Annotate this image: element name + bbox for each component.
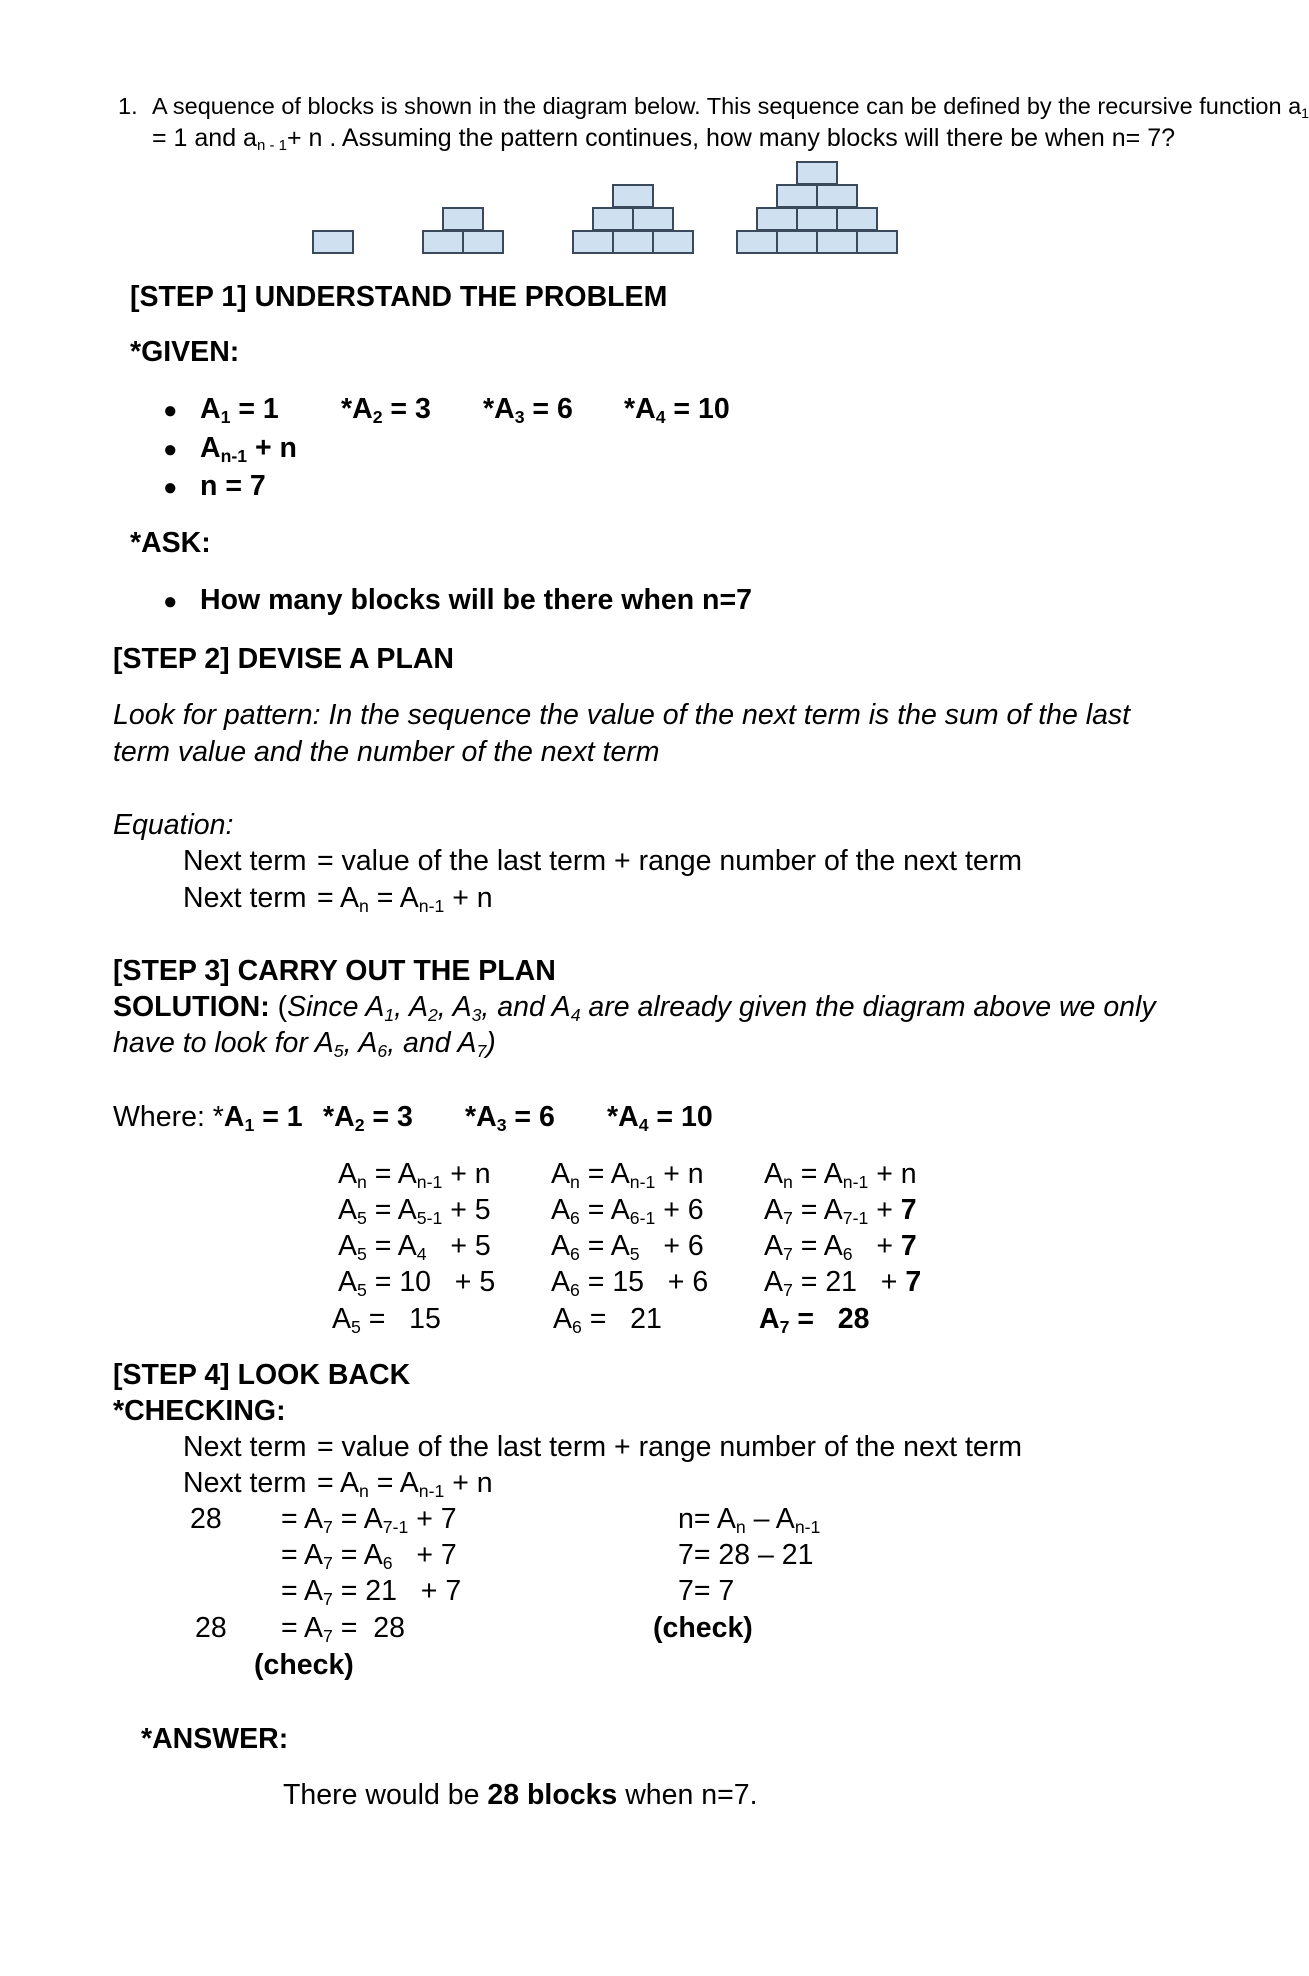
step3-heading: [STEP 3] CARRY OUT THE PLAN (113, 955, 556, 987)
step2-heading: [STEP 2] DEVISE A PLAN (113, 643, 455, 675)
bullet-icon: ● (163, 397, 178, 424)
block (817, 185, 857, 207)
block-diagram (300, 155, 910, 260)
block-figure-1 (313, 231, 353, 253)
block-figure-4 (737, 162, 897, 253)
block (463, 231, 503, 253)
block (613, 185, 653, 207)
where-a3: $*A_3 = 6$ (465, 1101, 555, 1135)
step4-heading: [STEP 4] LOOK BACK (113, 1359, 411, 1391)
bullet-icon: ● (163, 474, 178, 501)
given-n: n = 7 (200, 470, 266, 502)
a5-row-2: $A_5 = A_{5-1} + 5$ (338, 1194, 491, 1228)
next-term-label: Next term (183, 1467, 307, 1499)
block (797, 208, 837, 230)
block (777, 231, 817, 253)
check-line-1: = $A_7 = A_{7-1} + 7$ (281, 1503, 457, 1537)
a7-row-4: $A_7 = 21 + 7$ (764, 1266, 922, 1300)
a7-result: $A_7 = 28$ (759, 1303, 870, 1337)
given-label: *GIVEN: (130, 336, 240, 368)
solution-line-2: have to look for $A_5$, $A_6$, and $A_7$) (113, 1027, 496, 1061)
next-term-label: Next term (183, 845, 307, 877)
a6-row-1: $A_n = A_{n-1} + n$ (551, 1158, 704, 1192)
block (797, 162, 837, 184)
check-right-3: 7= 7 (678, 1575, 735, 1607)
ask-label: *ASK: (130, 527, 211, 559)
question-number: 1. (118, 93, 138, 119)
a5-row-1: $A_n = A_{n-1} + n$ (338, 1158, 491, 1192)
block (423, 231, 463, 253)
bullet-icon: ● (163, 436, 178, 463)
block (633, 208, 673, 230)
given-a3: $*A_3 = 6$ (483, 393, 573, 427)
given-a1: $A_1 = 1$ (200, 393, 279, 427)
question-line-1: A sequence of blocks is shown in the diagram below. This sequence can be defined by the recursive function $a_1$ (152, 93, 1309, 121)
block (857, 231, 897, 253)
ask-item: How many blocks will be there when n=7 (200, 584, 752, 616)
a5-row-3: $A_5 = A_4 + 5$ (338, 1230, 491, 1264)
a5-row-4: $A_5 = 10 + 5$ (338, 1266, 496, 1300)
check-mark-right: (check) (653, 1612, 753, 1644)
where-line: Where: $*A_1 = 1$ (113, 1101, 303, 1135)
block (573, 231, 613, 253)
question-line-2: = 1 and $a_{n - 1}+ n$ . Assuming the pattern continues, how many blocks will there be when n= 7? (152, 124, 1175, 155)
given-a2: $*A_2 = 3$ (341, 393, 431, 427)
block (653, 231, 693, 253)
where-a4: $*A_4 = 10$ (607, 1101, 713, 1135)
equation-line-1: = value of the last term + range number of the next term (317, 845, 1022, 877)
step1-heading: [STEP 1] UNDERSTAND THE PROBLEM (130, 281, 668, 313)
a6-row-2: $A_6 = A_{6-1} + 6$ (551, 1194, 704, 1228)
block (737, 231, 777, 253)
check-right-2: 7= 28 – 21 (678, 1539, 814, 1571)
block (613, 231, 653, 253)
block (777, 185, 817, 207)
block-figure-3 (573, 185, 693, 253)
block (443, 208, 483, 230)
next-term-label: Next term (183, 1431, 307, 1463)
check-right-1: $n= A_n - A_{n-1}$ (678, 1503, 821, 1537)
solution-line-1: SOLUTION: (Since $A_1$, $A_2$, $A_3$, and $A_4$ are already given the diagram above we only (113, 991, 1156, 1025)
check-line-2: = $A_7 = A_6 + 7$ (281, 1539, 457, 1573)
where-a2: $*A_2 = 3$ (323, 1101, 413, 1135)
block (313, 231, 353, 253)
given-a4: $*A_4 = 10$ (624, 393, 730, 427)
pattern-line-1: Look for pattern: In the sequence the value of the next term is the sum of the last (113, 699, 1131, 731)
check-value-28: 28 (195, 1612, 227, 1644)
a6-result: $A_6 = 21$ (553, 1303, 662, 1337)
bullet-icon: ● (163, 588, 178, 615)
check-equation-2: = $A_n = A_{n-1} + n$ (317, 1467, 493, 1501)
pattern-line-2: term value and the number of the next term (113, 736, 660, 768)
given-recursive: $A_{n-1} + n$ (200, 432, 297, 466)
equation-line-2: = $A_n = A_{n-1} + n$ (317, 882, 493, 916)
block (817, 231, 857, 253)
equation-label: Equation: (113, 809, 234, 841)
block (837, 208, 877, 230)
a5-result: $A_5 = 15$ (332, 1303, 441, 1337)
next-term-label: Next term (183, 882, 307, 914)
a6-row-3: $A_6 = A_5 + 6$ (551, 1230, 704, 1264)
a7-row-2: $A_7 = A_{7-1} + 7$ (764, 1194, 917, 1228)
a7-row-3: $A_7 = A_6 + 7$ (764, 1230, 917, 1264)
a7-row-1: $A_n = A_{n-1} + n$ (764, 1158, 917, 1192)
answer-label: *ANSWER: (141, 1723, 289, 1755)
check-mark-left: (check) (254, 1649, 354, 1681)
answer-text: There would be 28 blocks when n=7. (283, 1779, 758, 1811)
check-value-28: 28 (190, 1503, 222, 1535)
check-line-3: = $A_7 = 21 + 7$ (281, 1575, 462, 1609)
block (757, 208, 797, 230)
block-figure-2 (423, 208, 503, 253)
check-line-4: = $A_7 = 28$ (281, 1612, 405, 1646)
check-equation-1: = value of the last term + range number of the next term (317, 1431, 1022, 1463)
checking-label: *CHECKING: (113, 1395, 286, 1427)
a6-row-4: $A_6 = 15 + 6$ (551, 1266, 709, 1300)
block (593, 208, 633, 230)
